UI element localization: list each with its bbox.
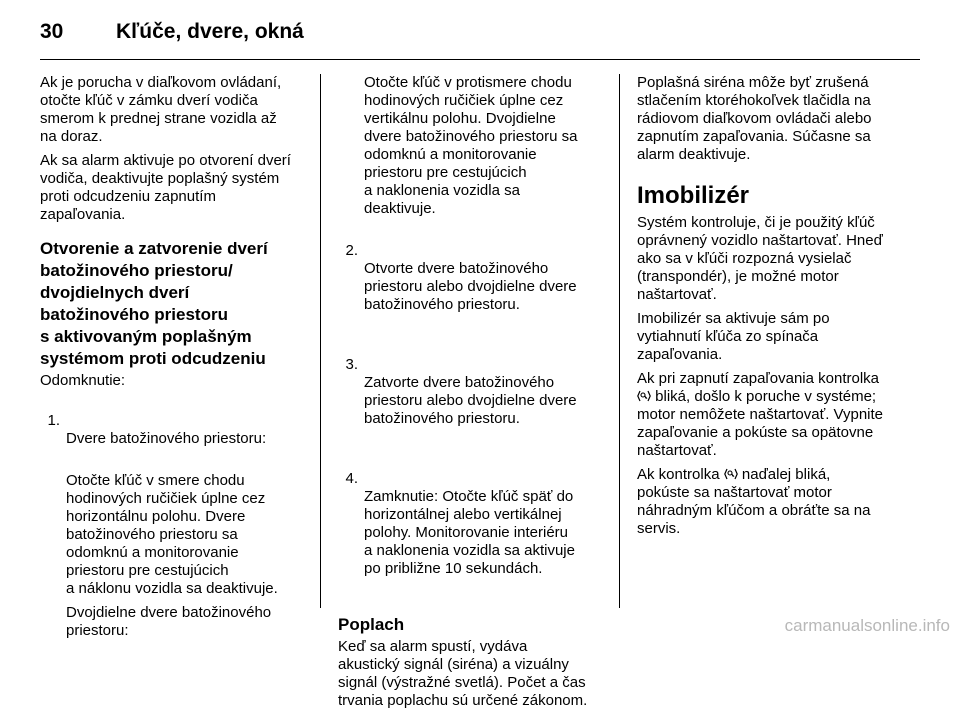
blink-text-start: Ak kontrolka — [637, 466, 724, 483]
split-tailgate-unlock-paragraph: Otočte kľúč v protismere chodu hodinových ručičiek úplne cez vertikálnu polohu. Dvojdielne dvere batožinového priestoru sa odomknú a monitorovanie priestoru pre cestujúcich a naklonenia vozidla sa deaktivuje. — [364, 74, 578, 217]
list-number: 1. — [47, 412, 60, 429]
column-1 — [40, 74, 310, 646]
immobilizer-check-paragraph: Systém kontroluje, či je použitý kľúč oprávnený vozidlo naštartovať. Hneď ako sa v kľúči rozpozná vysielač (transpondér), je možné motor naštartovať. — [637, 214, 883, 303]
list-number: 2. — [345, 242, 358, 259]
watermark: carmanualsonline.info — [784, 616, 950, 635]
immobilizer-blink-paragraph — [637, 466, 917, 538]
page-header — [40, 14, 920, 54]
alarm-paragraph: Keď sa alarm spustí, vydáva akustický signál (siréna) a vizuálny signál (výstražné svetlá). Počet a čas trvania poplachu sú určené zákonom. — [338, 638, 588, 709]
page-number: 30 — [40, 20, 64, 43]
column-3 — [637, 74, 917, 544]
tailgate-unlock-paragraph: Otočte kľúč v smere chodu hodinových ručičiek úplne cez horizontálnu polohu. Dvere batožinového priestoru sa odomknú a monitorovanie priestoru pre cestujúcich a náklonu vozidla sa deaktivuje. — [66, 472, 278, 597]
siren-cancel-paragraph: Poplašná siréna môže byť zrušená stlačením ktoréhokoľvek tlačidla na rádiovom diaľkovom ovládači alebo zapnutím zapaľovania. Súčasne sa alarm deaktivuje. — [637, 74, 872, 163]
immobilizer-fault-paragraph — [637, 370, 917, 460]
header-rule — [40, 59, 920, 60]
column-divider-2 — [619, 74, 620, 608]
split-tailgate-label: Dvojdielne dvere batožinového priestoru: — [66, 604, 272, 639]
chapter-title: Kľúče, dvere, okná — [116, 20, 304, 43]
immobilizer-activation-paragraph: Imobilizér sa aktivuje sám po vytiahnutí kľúča zo spínača zapaľovania. — [637, 310, 830, 363]
remote-failure-paragraph: Ak je porucha v diaľkovom ovládaní, otočte kľúč v zámku dverí vodiča smerom k prednej strane vozidla až na doraz. — [40, 74, 282, 145]
alarm-driver-door-paragraph: Ak sa alarm aktivuje po otvorení dverí vodiča, deaktivujte poplašný systém proti odcudzeniu zapnutím zapaľovania. — [40, 152, 291, 223]
list-item-text: Dvere batožinového priestoru: — [66, 430, 267, 447]
section-heading-tailgate: Otvorenie a zatvorenie dverí batožinového priestoru/ dvojdielnych dverí batožinového priestoru s aktivovaným poplašným systémom proti odcudzeniu — [40, 239, 268, 368]
unlock-label: Odomknutie: — [40, 372, 126, 389]
section-heading-immobilizer: Imobilizér — [637, 182, 750, 209]
fault-text-end: bliká, došlo k poruche v systéme; motor nemôžete naštartovať. Vypnite zapaľovanie a pokúste sa opätovne naštartovať. — [637, 388, 884, 459]
immobilizer-warning-icon — [637, 390, 651, 402]
list-number: 3. — [345, 356, 358, 373]
list-number: 4. — [345, 470, 358, 487]
blink-text-end: naďalej bliká, pokúste sa naštartovať motor náhradným kľúčom a obráťte sa na servis. — [637, 466, 871, 537]
list-item-text: Zamknutie: Otočte kľúč späť do horizontálnej alebo vertikálnej polohy. Monitorovanie interiéru a naklonenia vozidla sa aktivuje po približne 10 sekundách. — [364, 488, 575, 577]
column-divider-1 — [320, 74, 321, 608]
list-item-1 — [40, 394, 310, 466]
list-item-2 — [338, 224, 610, 332]
section-heading-alarm: Poplach — [338, 615, 405, 634]
immobilizer-warning-icon — [724, 468, 738, 480]
list-item-3 — [338, 338, 610, 446]
list-item-text: Zatvorte dvere batožinového priestoru alebo dvojdielne dvere batožinového priestoru. — [364, 374, 577, 427]
list-item-text: Otvorte dvere batožinového priestoru alebo dvojdielne dvere batožinového priestoru. — [364, 260, 577, 313]
column-2 — [338, 74, 610, 716]
fault-text-start: Ak pri zapnutí zapaľovania kontrolka — [637, 370, 880, 387]
list-item-4 — [338, 452, 610, 596]
